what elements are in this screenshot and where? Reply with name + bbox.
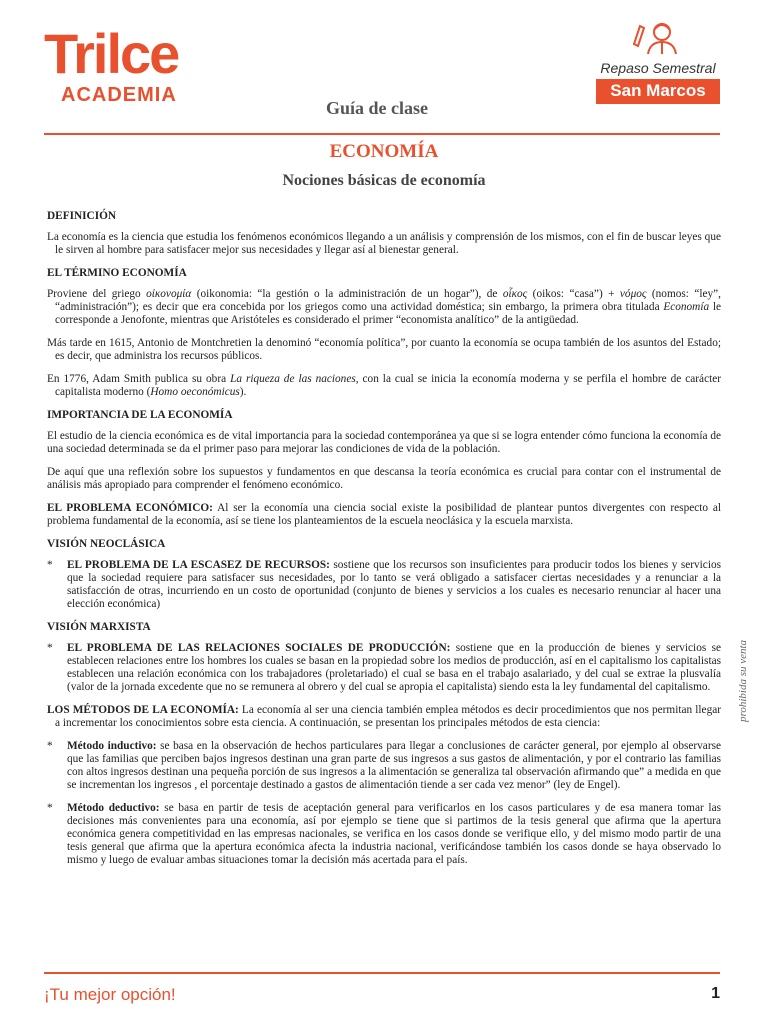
list-item-marxista: * EL PROBLEMA DE LAS RELACIONES SOCIALES DE PRODUCCIÓN: sostiene que en la producción de bienes y servicios se establecen relaciones entre los hombres los cuales se basan en la propiedad sobre los medios de producción, así en el capitalismo los capitalistas establecen una relación económica con los trabajadores (proletariado) el cual se basa en el trabajo asalariado, y del cual se extrae la plusvalía (valor de la jornada excedente que no se remunera al obrero y del cual se apropia el capitalista) siendo esta la ley fundamental del capitalismo. (47, 642, 721, 693)
header-divider (44, 133, 720, 135)
paragraph-termino-3: En 1776, Adam Smith publica su obra La riqueza de las naciones, con la cual se inicia la economía moderna y se perfila el hombre de carácter capitalista moderno (Homo oeconómicus). (47, 373, 721, 398)
doc-title: Guía de clase (326, 98, 428, 118)
bullet-mark: * (47, 740, 53, 752)
paragraph-definicion: La economía es la ciencia que estudia los fenómenos económicos llegando a un análisis y comprensión de los mismos, con el fin de buscar leyes que le sirven al hombre para satisfacer mejor sus necesidades y llegar así al bienestar general. (47, 231, 721, 256)
document-body (47, 206, 721, 877)
section-heading-neoclasica: VISIÓN NEOCLÁSICA (47, 538, 166, 550)
paragraph-termino-2: Más tarde en 1615, Antonio de Montchretien la denominó “economía política”, por cuanto la economía se ocupa también de los asuntos del Estado; es decir, que administra los recursos públicos. (47, 337, 721, 362)
subject-title: ECONOMÍA (329, 141, 439, 162)
paragraph-termino-1: Proviene del griego οἰκονομία (oikonomia: “la gestión o la administración de un hogar”), de οἶκος (oikos: “casa”) + νόμος (nomos: “ley”, “administración”); es decir que era concebida por los griegos como una actividad doméstica; sin embargo, la primera obra titulada Economía le corresponde a Jenofonte, mientras que Aristóteles es considerado el primer “economista analítico” de la antigüedad. (47, 288, 721, 326)
student-icon (626, 20, 690, 56)
footer-divider (44, 972, 720, 974)
badge-label: San Marcos (596, 79, 720, 104)
bullet-mark: * (47, 559, 53, 571)
side-note-text: prohibida su venta (737, 639, 749, 723)
list-item-neoclasica: * EL PROBLEMA DE LA ESCASEZ DE RECURSOS: sostiene que los recursos son insuficientes para producir todos los bienes y servicios que la sociedad requiere para satisfacer sus necesidades, por lo tanto se verá obligado a satisfacer ciertas necesidades y a renunciar a la satisfacción de otras, incurriendo en un costo de oportunidad (conjunto de bienes y servicios a los cuales es necesario renunciar al hacer una elección económica) (47, 559, 722, 610)
page-number: 1 (711, 985, 720, 1002)
course-badge (596, 20, 720, 104)
section-heading-definicion: DEFINICIÓN (47, 210, 117, 222)
section-heading-marxista: VISIÓN MARXISTA (47, 621, 151, 633)
paragraph-importancia-1: El estudio de la ciencia económica es de vital importancia para la sociedad contemporánea ya que si se logra entender cómo funciona la economía de una sociedad determinada se da el primer paso para mejorar las condiciones de vida de la población. (47, 430, 721, 455)
side-note (736, 626, 750, 736)
paragraph-problema: EL PROBLEMA ECONÓMICO: Al ser la economía una ciencia social existe la posibilidad de plantear puntos divergentes con respecto al problema fundamental de la economía, así se tiene los planteamientos de la escuela neoclásica y la escuela marxista. (47, 502, 721, 527)
topic-title: Nociones básicas de economía (282, 172, 486, 189)
bullet-mark: * (47, 642, 53, 654)
trilce-logo (44, 22, 179, 107)
badge-subtitle: Repaso Semestral (600, 60, 716, 76)
section-heading-importancia: IMPORTANCIA DE LA ECONOMÍA (47, 409, 233, 421)
bullet-mark: * (47, 802, 53, 814)
section-heading-termino: EL TÉRMINO ECONOMÍA (47, 267, 187, 279)
logo-wordmark: Trilce (44, 22, 179, 85)
paragraph-importancia-2: De aquí que una reflexión sobre los supuestos y fundamentos en que descansa la teoría económica es crucial para contar con el instrumental de análisis más apropiado para comprender el fenómeno económico. (47, 466, 721, 491)
list-item-inductivo: * Método inductivo: se basa en la observación de hechos particulares para llegar a conclusiones de carácter general, por ejemplo al observarse que las familias que perciben bajos ingresos destinan una gran parte de sus ingresos a sus gastos de alimentación, y por el contrario las familias con altos ingresos destinan una pequeña porción de sus ingresos a la alimentación se generaliza tal observación afirmando que” a medida en que se incrementan los ingresos , el porcentaje destinado a gastos de alimentación tiende a ser cada vez menor” (ley de Engel). (47, 740, 721, 791)
footer-tagline: ¡Tu mejor opción! (44, 985, 176, 1004)
logo-subtitle: ACADEMIA (61, 84, 177, 106)
paragraph-metodos: LOS MÉTODOS DE LA ECONOMÍA: La economía al ser una ciencia también emplea métodos es decir procedimientos que nos permitan llegar a incrementar los conocimientos sobre esta ciencia. A continuación, se presentan los principales métodos de esta ciencia: (47, 704, 721, 729)
list-item-deductivo: * Método deductivo: se basa en partir de tesis de aceptación general para verificarlos en los casos particulares y de esa manera tomar las decisiones más convenientes para una economía, así por ejemplo se tiene que si partimos de la tesis general que afirma que la apertura económica genera competitividad en las empresas nacionales, se verifica en los casos donde se verifique ello, y del mismo modo partir de una tesis general que afirma que la apertura económica afecta la industria nacional, verificándose también los casos donde se haya observado lo mismo y luego de evaluar ambas situaciones tomar la decisión más acertada para el país. (47, 802, 721, 866)
